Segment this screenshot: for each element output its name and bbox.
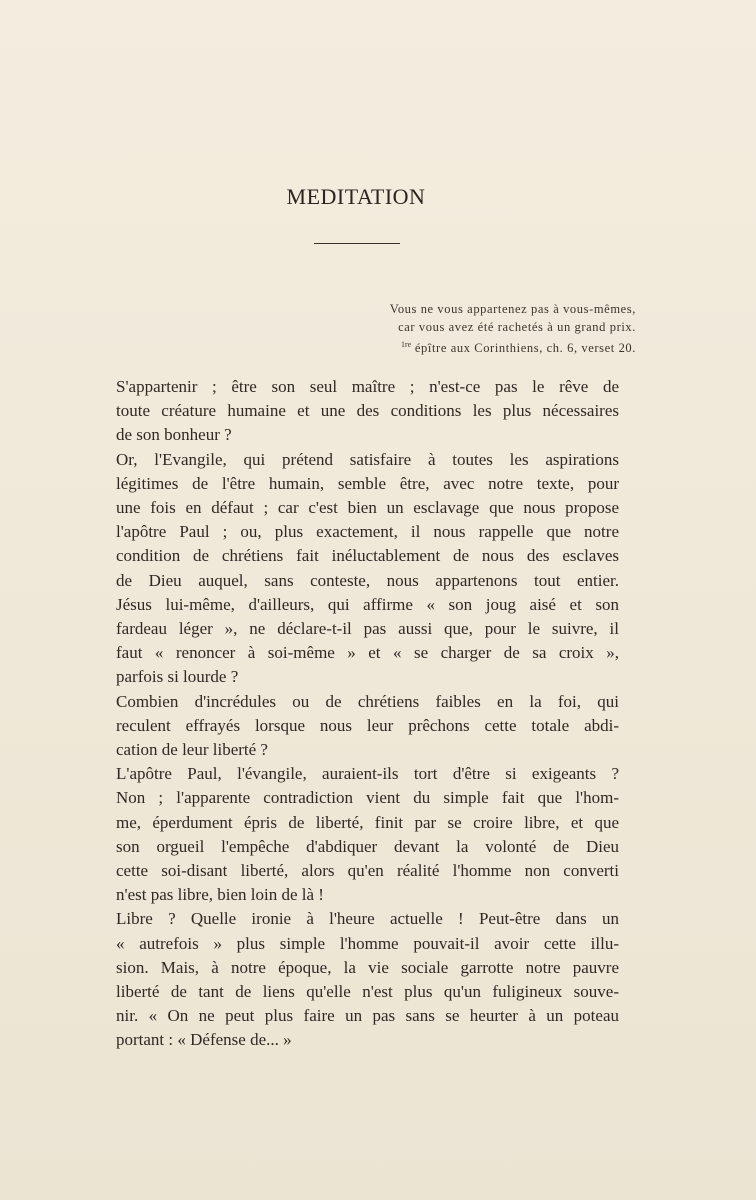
body-line: n'est pas libre, bien loin de là ! xyxy=(116,885,324,905)
body-line: sion. Mais, à notre époque, la vie sociale garrotte notre pauvre xyxy=(116,957,619,977)
epigraph xyxy=(390,300,636,357)
epigraph-line: Vous ne vous appartenez pas à vous-mêmes, xyxy=(389,302,636,316)
page-title: MEDITATION xyxy=(286,184,426,209)
body-line: nir. « On ne peut plus faire un pas sans se heurter à un poteau xyxy=(116,1006,619,1026)
body-line: parfois si lourde ? xyxy=(116,667,239,687)
body-line: cation de leur liberté ? xyxy=(116,740,268,760)
body-line: me, éperdument épris de liberté, finit par se croire libre, et que xyxy=(116,812,619,832)
body-line: de son bonheur ? xyxy=(116,425,232,445)
body-line: cette soi-disant liberté, alors qu'en réalité l'homme non converti xyxy=(116,861,619,881)
epigraph-line: car vous avez été rachetés à un grand prix. xyxy=(398,320,636,334)
body-line: Combien d'incrédules ou de chrétiens faibles en la foi, qui xyxy=(116,691,619,711)
epigraph-reference-text: épître aux Corinthiens, ch. 6, verset 20. xyxy=(411,341,636,356)
title-divider xyxy=(314,243,400,244)
body-line: liberté de tant de liens qu'elle n'est plus qu'un fuligineux souve- xyxy=(116,982,619,1002)
body-line: S'appartenir ; être son seul maître ; n'est-ce pas le rêve de xyxy=(116,377,619,396)
body-line: de Dieu auquel, sans conteste, nous appartenons tout entier. xyxy=(116,570,619,590)
body-line: son orgueil l'empêche d'abdiquer devant la volonté de Dieu xyxy=(116,836,619,856)
body-line: fardeau léger », ne déclare-t-il pas aussi que, pour le suivre, il xyxy=(116,619,619,639)
body-line: légitimes de l'être humain, semble être, avec notre texte, pour xyxy=(116,473,619,493)
body-line: Or, l'Evangile, qui prétend satisfaire à toutes les aspirations xyxy=(116,449,619,469)
body-line: toute créature humaine et une des conditions les plus nécessaires xyxy=(116,401,619,421)
body-line: condition de chrétiens fait inéluctablement de nous des esclaves xyxy=(116,546,619,566)
body-line: reculent effrayés lorsque nous leur prêchons cette totale abdi- xyxy=(116,715,619,735)
body-text xyxy=(116,375,619,1053)
body-line: L'apôtre Paul, l'évangile, auraient-ils tort d'être si exigeants ? xyxy=(116,764,619,784)
body-line: une fois en défaut ; car c'est bien un esclavage que nous propose xyxy=(116,498,619,518)
epigraph-reference xyxy=(390,336,636,357)
body-line: Jésus lui-même, d'ailleurs, qui affirme « son joug aisé et son xyxy=(116,594,619,614)
body-line: portant : « Défense de... » xyxy=(116,1030,292,1050)
body-line: faut « renoncer à soi-même » et « se charger de sa croix », xyxy=(116,643,619,663)
body-line: Non ; l'apparente contradiction vient du simple fait que l'hom- xyxy=(116,788,619,808)
body-line: Libre ? Quelle ironie à l'heure actuelle ! Peut-être dans un xyxy=(116,909,619,929)
epigraph-reference-ordinal: 1re xyxy=(400,340,412,349)
body-line: « autrefois » plus simple l'homme pouvait-il avoir cette illu- xyxy=(116,933,619,953)
body-line: l'apôtre Paul ; ou, plus exactement, il nous rappelle que notre xyxy=(116,522,619,542)
